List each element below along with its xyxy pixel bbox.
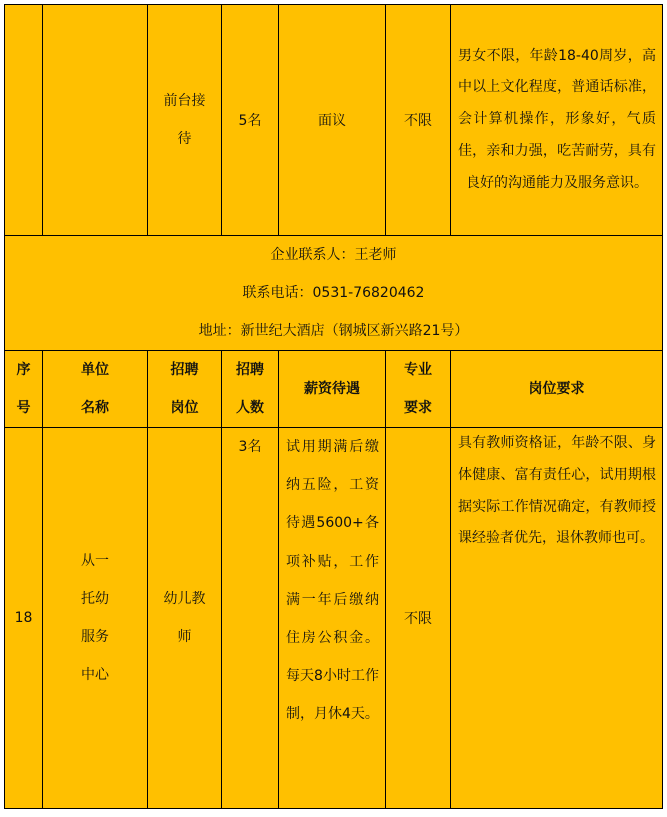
header-salary: 薪资待遇 (279, 351, 386, 428)
row-18-position: 幼儿教 师 (148, 428, 222, 809)
row-prev-requirement: 男女不限，年龄18-40周岁，高中以上文化程度，普通话标准，会计算机操作，形象好，气质佳，亲和力强，吃苦耐劳，具有良好的沟通能力及服务意识。 (451, 5, 663, 236)
contact-person: 企业联系人：王老师 (270, 247, 397, 263)
row-prev-count: 5名 (222, 5, 279, 236)
row-18-no: 18 (5, 428, 43, 809)
table-row-18 (5, 428, 663, 809)
row-18-salary: 试用期满后缴纳五险，工资待遇5600+各项补贴，工作满一年后缴纳住房公积金。每天8小时工作制，月休4天。 (279, 428, 386, 809)
row-18-major: 不限 (386, 428, 451, 809)
header-unit: 单位 名称 (43, 351, 148, 428)
header-position: 招聘 岗位 (148, 351, 222, 428)
row-18-unit: 从一 托幼 服务 中心 (43, 428, 148, 809)
header-count: 招聘 人数 (222, 351, 279, 428)
header-row (5, 351, 663, 428)
row-18-requirement: 具有教师资格证，年龄不限、身体健康、富有责任心，试用期根据实际工作情况确定，有教师授课经验者优先，退休教师也可。 (451, 428, 663, 809)
contact-phone: 联系电话：0531-76820462 (242, 285, 425, 301)
header-no: 序 号 (5, 351, 43, 428)
recruitment-table (4, 4, 663, 809)
row-prev-salary: 面议 (279, 5, 386, 236)
contact-address: 地址：新世纪大酒店（钢城区新兴路21号） (198, 323, 469, 339)
header-major: 专业 要求 (386, 351, 451, 428)
contact-cell (5, 236, 663, 351)
row-prev-position: 前台接 待 (148, 5, 222, 236)
row-prev-no (5, 5, 43, 236)
row-18-count: 3名 (222, 428, 279, 809)
table-row-prev (5, 5, 663, 236)
contact-row (5, 236, 663, 351)
row-prev-major: 不限 (386, 5, 451, 236)
row-prev-unit (43, 5, 148, 236)
header-requirement: 岗位要求 (451, 351, 663, 428)
